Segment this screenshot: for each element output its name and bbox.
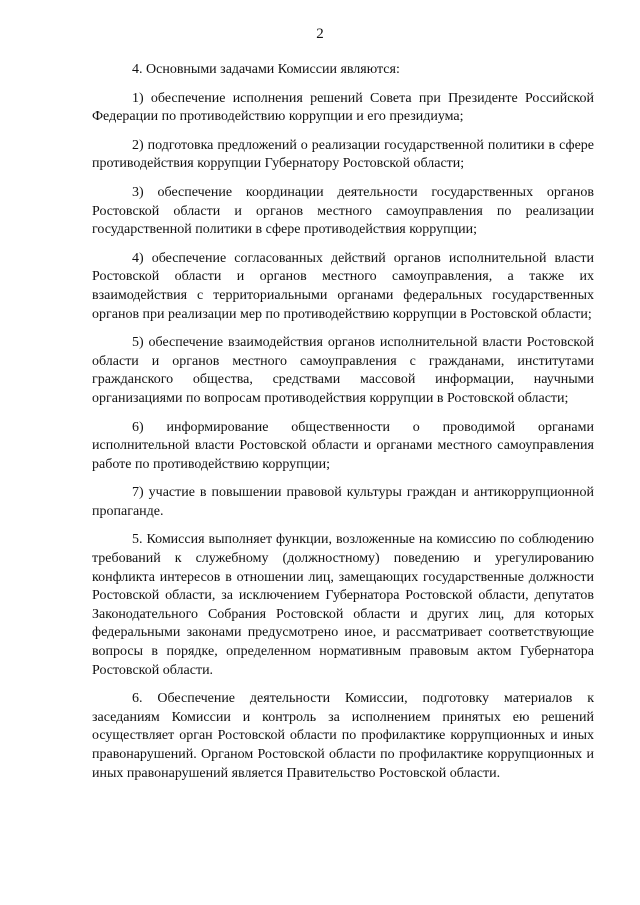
paragraph-task-2: 2) подготовка предложений о реализации государственной политики в сфере противодействия коррупции Губернатору Ростовской области; — [92, 137, 594, 172]
paragraph-section-4-heading: 4. Основными задачами Комиссии являются: — [132, 62, 400, 77]
paragraph-section-5: 5. Комиссия выполняет функции, возложенные на комиссию по соблюдению требований к служебному (должностному) поведению и урегулированию конфликта интересов в отношении лиц, замещающих государственные должности Ростовской области, за исключением Губернатора Ростовской области, депутатов Законодательного Собрания Ростовской области и других лиц, для которых федеральными законами предусмотрено иное, и рассматривает соответствующие вопросы в порядке, определенном нормативным правовым актом Губернатора Ростовской области. — [92, 532, 594, 678]
paragraph-section-6: 6. Обеспечение деятельности Комиссии, подготовку материалов к заседаниям Комиссии и контроль за исполнением принятых ею решений осуществляет орган Ростовской области по профилактике коррупционных и иных правонарушений. Органом Ростовской области по профилактике коррупционных и иных правонарушений является Правительство Ростовской области. — [92, 691, 594, 781]
paragraph-task-7: 7) участие в повышении правовой культуры граждан и антикоррупционной пропаганде. — [92, 485, 594, 519]
paragraph-task-4: 4) обеспечение согласованных действий органов исполнительной власти Ростовской области и органов местного самоуправления, а также их взаимодействия с территориальными органами федеральных государственных органов при реализации мер по противодействию коррупции в Ростовской области; — [92, 250, 594, 322]
paragraph-task-3: 3) обеспечение координации деятельности государственных органов Ростовской области и органов местного самоуправления по реализации государственной политики в сфере противодействия коррупции; — [92, 184, 594, 238]
paragraph-task-1: 1) обеспечение исполнения решений Совета при Президенте Российской Федерации по противодействию коррупции и его президиума; — [92, 90, 594, 125]
document-body — [92, 61, 594, 793]
paragraph-task-5: 5) обеспечение взаимодействия органов исполнительной власти Ростовской области и органов местного самоуправления с гражданами, институтами гражданского общества, средствами массовой информации, научными организациями по вопросам противодействия коррупции в Ростовской области; — [92, 335, 594, 406]
page-number: 2 — [316, 26, 324, 42]
paragraph-task-6: 6) информирование общественности о проводимой органами исполнительной власти Ростовской области и органами местного самоуправления работе по противодействию коррупции; — [92, 419, 594, 472]
